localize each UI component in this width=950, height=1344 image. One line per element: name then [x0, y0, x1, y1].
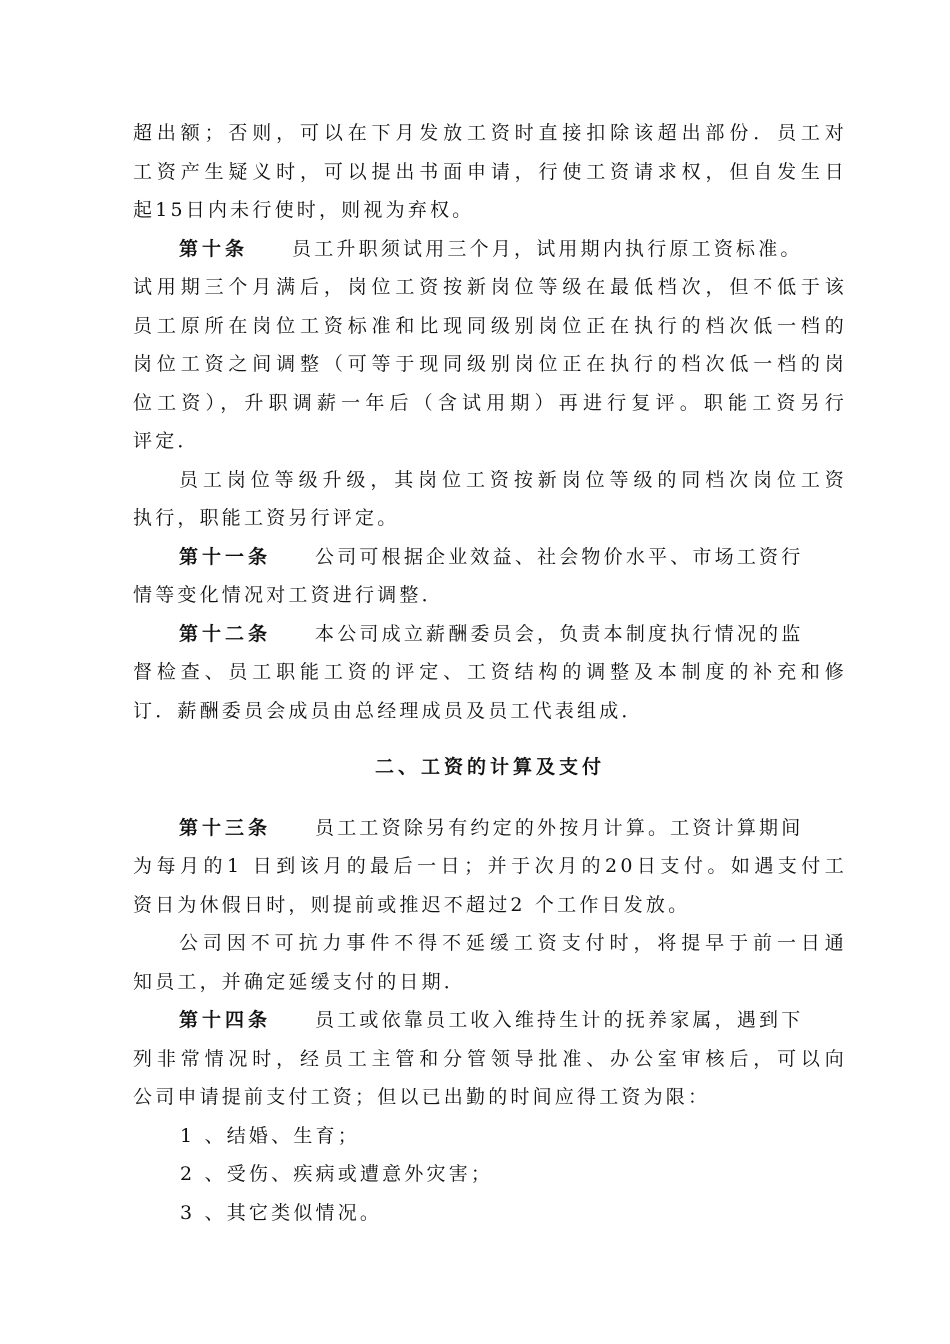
article-14-title: 第十四条 [179, 1009, 272, 1031]
section-heading: 二、工资的计算及支付 [374, 756, 605, 778]
text-line: 执行，职能工资另行评定。 [133, 507, 400, 529]
text-line: 超出额；否则，可以在下月发放工资时直接扣除该超出部份．员工对 [133, 122, 847, 144]
document-body [133, 114, 847, 1232]
list-item: 3 、其它类似情况。 [180, 1201, 383, 1224]
text-line: 工资产生疑义时，可以提出书面申请，行使工资请求权，但自发生日 [133, 160, 847, 183]
text-line: 员工原所在岗位工资标准和比现同级别岗位正在执行的档次低一档的 [133, 314, 847, 337]
text-line: 督检查、员工职能工资的评定、工资结构的调整及本制度的补充和修 [133, 661, 847, 683]
text-line: 列非常情况时，经员工主管和分管领导批准、办公室审核后，可以向 [133, 1047, 847, 1070]
article-14-first-line [133, 1001, 847, 1040]
text-line: 知员工，并确定延缓支付的日期． [133, 970, 467, 993]
article-12-first-line [133, 615, 847, 654]
article-13-text: 员工工资除另有约定的外按月计算。工资计算期间 [315, 816, 804, 839]
text-line: 试用期三个月满后，岗位工资按新岗位等级在最低档次，但不低于该 [133, 276, 847, 298]
list-item: 2 、受伤、疾病或遭意外灾害； [180, 1163, 494, 1185]
text-line: 公司因不可抗力事件不得不延缓工资支付时，将提早于前一日通 [179, 932, 847, 954]
article-14-text: 员工或依靠员工收入维持生计的抚养家属，遇到下 [315, 1009, 804, 1031]
text-line: 起15日内未行使时，则视为弃权。 [133, 199, 475, 221]
text-line: 公司申请提前支付工资；但以已出勤的时间应得工资为限： [133, 1086, 711, 1108]
article-11-text: 公司可根据企业效益、社会物价水平、市场工资行 [315, 545, 804, 568]
article-11-first-line [133, 538, 847, 577]
list-item: 1 、结婚、生育； [180, 1124, 360, 1147]
text-line: 为每月的1 日到该月的最后一日；并于次月的20日支付。如遇支付工 [133, 855, 847, 877]
article-13-title: 第十三条 [179, 816, 272, 839]
article-11-title: 第十一条 [179, 545, 272, 568]
text-line: 订．薪酬委员会成员由总经理成员及员工代表组成． [133, 699, 644, 722]
article-10-text: 员工升职须试用三个月，试用期内执行原工资标准。 [292, 237, 803, 260]
article-13-first-line [133, 809, 847, 848]
article-12-text: 本公司成立薪酬委员会，负责本制度执行情况的监 [315, 622, 804, 645]
text-line: 位工资），升职调薪一年后（含试用期）再进行复评。职能工资另行 [133, 391, 847, 414]
text-line: 岗位工资之间调整（可等于现同级别岗位正在执行的档次低一档的岗 [133, 353, 847, 375]
article-12-title: 第十二条 [179, 622, 272, 645]
text-line: 评定． [133, 430, 200, 452]
article-10-title: 第十条 [179, 237, 249, 260]
text-line: 资日为休假日时，则提前或推迟不超过2 个工作日发放。 [133, 893, 691, 916]
text-line: 情等变化情况对工资进行调整． [133, 584, 444, 606]
text-line: 员工岗位等级升级，其岗位工资按新岗位等级的同档次岗位工资 [179, 468, 847, 491]
article-10-first-line [133, 230, 847, 269]
